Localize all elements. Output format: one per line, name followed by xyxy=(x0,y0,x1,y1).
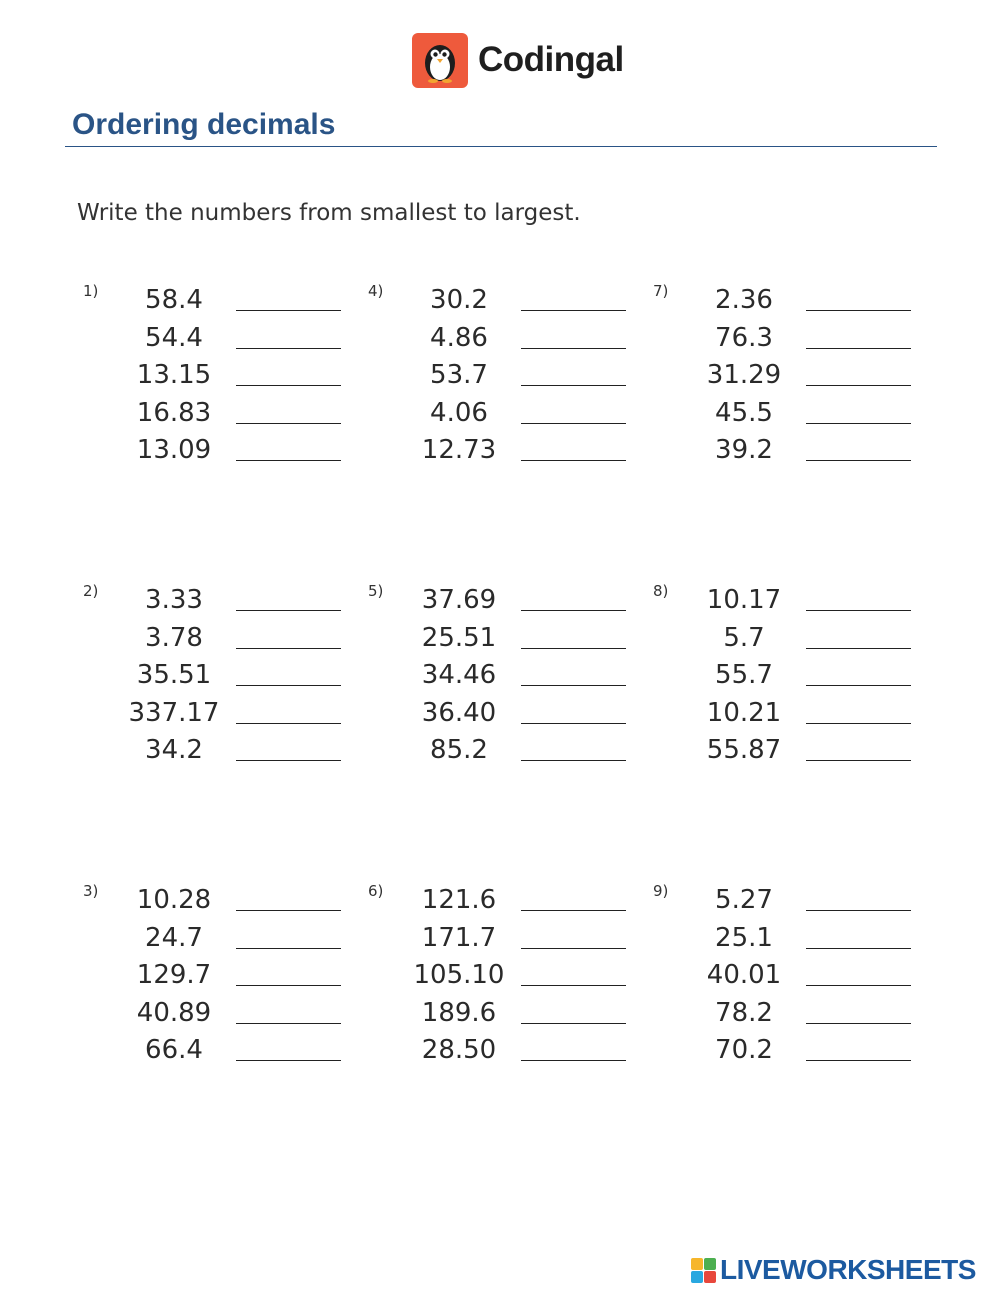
number-row xyxy=(83,281,373,319)
answer-blank[interactable] xyxy=(806,760,911,761)
number-row xyxy=(653,431,943,469)
number-row xyxy=(653,994,943,1032)
answer-blank[interactable] xyxy=(806,460,911,461)
number-row xyxy=(83,1031,373,1069)
decimal-number: 34.46 xyxy=(421,660,497,690)
answer-blank[interactable] xyxy=(521,348,626,349)
instructions: Write the numbers from smallest to largest. xyxy=(77,200,581,226)
liveworksheets-logo xyxy=(691,1255,976,1285)
problem-1 xyxy=(83,281,373,481)
penguin-icon xyxy=(412,33,468,88)
answer-blank[interactable] xyxy=(521,1023,626,1024)
decimal-number: 55.7 xyxy=(715,660,773,690)
number-row xyxy=(653,731,943,769)
number-row xyxy=(368,694,658,732)
decimal-number: 13.09 xyxy=(136,435,212,465)
decimal-number: 76.3 xyxy=(715,322,773,353)
decimal-number: 40.89 xyxy=(136,997,212,1028)
number-row xyxy=(653,881,943,919)
number-row xyxy=(368,994,658,1032)
decimal-number: 85.2 xyxy=(430,735,488,765)
decimal-number: 34.2 xyxy=(145,735,203,765)
number-row xyxy=(83,619,373,657)
number-row xyxy=(368,581,658,619)
decimal-number: 4.06 xyxy=(430,397,488,428)
decimal-number: 129.7 xyxy=(136,960,212,990)
answer-blank[interactable] xyxy=(236,1023,341,1024)
number-row xyxy=(653,694,943,732)
decimal-number: 40.01 xyxy=(706,960,782,990)
decimal-number: 10.21 xyxy=(706,697,782,728)
number-row xyxy=(368,656,658,694)
decimal-number: 13.15 xyxy=(136,360,212,390)
decimal-number: 12.73 xyxy=(421,435,497,465)
answer-blank[interactable] xyxy=(806,423,911,424)
title-divider xyxy=(65,146,937,147)
problem-number: 3) xyxy=(83,882,99,900)
decimal-number: 105.10 xyxy=(413,960,505,990)
problem-4 xyxy=(368,281,658,481)
problem-number: 9) xyxy=(653,882,669,900)
problem-6 xyxy=(368,881,658,1081)
number-row xyxy=(653,956,943,994)
decimal-number: 36.40 xyxy=(421,697,497,728)
decimal-number: 58.4 xyxy=(145,285,203,315)
answer-blank[interactable] xyxy=(236,948,341,949)
decimal-number: 31.29 xyxy=(706,360,782,390)
decimal-number: 28.50 xyxy=(421,1035,497,1065)
problem-8 xyxy=(653,581,943,781)
answer-blank[interactable] xyxy=(806,685,911,686)
number-row xyxy=(653,656,943,694)
answer-blank[interactable] xyxy=(806,1060,911,1061)
decimal-number: 10.17 xyxy=(706,585,782,615)
liveworksheets-text: LIVEWORKSHEETS xyxy=(720,1254,976,1285)
answer-blank[interactable] xyxy=(521,910,626,911)
decimal-number: 5.7 xyxy=(723,622,765,653)
decimal-number: 35.51 xyxy=(136,660,212,690)
decimal-number: 2.36 xyxy=(715,285,773,315)
answer-blank[interactable] xyxy=(521,1060,626,1061)
number-row xyxy=(368,394,658,432)
answer-blank[interactable] xyxy=(806,348,911,349)
number-row xyxy=(368,431,658,469)
number-row xyxy=(83,694,373,732)
number-row xyxy=(83,994,373,1032)
problem-7 xyxy=(653,281,943,481)
decimal-number: 70.2 xyxy=(715,1035,773,1065)
number-row xyxy=(653,919,943,957)
problem-number: 4) xyxy=(368,282,384,300)
number-row xyxy=(368,956,658,994)
decimal-number: 25.1 xyxy=(715,922,773,953)
answer-blank[interactable] xyxy=(521,985,626,986)
problem-3 xyxy=(83,881,373,1081)
decimal-number: 16.83 xyxy=(136,397,212,428)
answer-blank[interactable] xyxy=(236,685,341,686)
number-row xyxy=(83,394,373,432)
answer-blank[interactable] xyxy=(521,385,626,386)
answer-blank[interactable] xyxy=(236,760,341,761)
number-row xyxy=(83,656,373,694)
problem-5 xyxy=(368,581,658,781)
liveworksheets-icon xyxy=(691,1258,716,1283)
decimal-number: 78.2 xyxy=(715,997,773,1028)
answer-blank[interactable] xyxy=(521,760,626,761)
number-row xyxy=(83,881,373,919)
answer-blank[interactable] xyxy=(236,910,341,911)
number-row xyxy=(368,731,658,769)
number-row xyxy=(368,281,658,319)
answer-blank[interactable] xyxy=(806,948,911,949)
answer-blank[interactable] xyxy=(236,610,341,611)
number-row xyxy=(653,319,943,357)
answer-blank[interactable] xyxy=(521,685,626,686)
number-row xyxy=(83,431,373,469)
answer-blank[interactable] xyxy=(236,423,341,424)
number-row xyxy=(653,619,943,657)
answer-blank[interactable] xyxy=(806,1023,911,1024)
page-title: Ordering decimals xyxy=(72,108,336,141)
answer-blank[interactable] xyxy=(521,460,626,461)
answer-blank[interactable] xyxy=(806,910,911,911)
problem-2 xyxy=(83,581,373,781)
number-row xyxy=(653,1031,943,1069)
decimal-number: 4.86 xyxy=(430,322,488,353)
decimal-number: 55.87 xyxy=(706,735,782,765)
decimal-number: 54.4 xyxy=(145,322,203,353)
answer-blank[interactable] xyxy=(521,948,626,949)
answer-blank[interactable] xyxy=(521,648,626,649)
answer-blank[interactable] xyxy=(521,723,626,724)
problem-number: 8) xyxy=(653,582,669,600)
number-row xyxy=(368,919,658,957)
problem-number: 1) xyxy=(83,282,99,300)
decimal-number: 53.7 xyxy=(430,360,488,390)
number-row xyxy=(83,919,373,957)
decimal-number: 337.17 xyxy=(128,697,220,728)
number-row xyxy=(653,281,943,319)
answer-blank[interactable] xyxy=(236,723,341,724)
number-row xyxy=(83,956,373,994)
number-row xyxy=(83,581,373,619)
problem-number: 2) xyxy=(83,582,99,600)
answer-blank[interactable] xyxy=(806,610,911,611)
number-row xyxy=(368,319,658,357)
answer-blank[interactable] xyxy=(236,348,341,349)
answer-blank[interactable] xyxy=(806,985,911,986)
brand-name: Codingal xyxy=(478,40,624,79)
decimal-number: 189.6 xyxy=(421,997,497,1028)
decimal-number: 24.7 xyxy=(145,922,203,953)
number-row xyxy=(368,881,658,919)
decimal-number: 171.7 xyxy=(421,922,497,953)
brand-header xyxy=(412,33,624,87)
decimal-number: 39.2 xyxy=(715,435,773,465)
problem-9 xyxy=(653,881,943,1081)
decimal-number: 30.2 xyxy=(430,285,488,315)
answer-blank[interactable] xyxy=(521,423,626,424)
problem-number: 6) xyxy=(368,882,384,900)
answer-blank[interactable] xyxy=(236,460,341,461)
decimal-number: 25.51 xyxy=(421,622,497,653)
decimal-number: 5.27 xyxy=(715,885,773,915)
answer-blank[interactable] xyxy=(521,610,626,611)
answer-blank[interactable] xyxy=(806,648,911,649)
number-row xyxy=(83,356,373,394)
answer-blank[interactable] xyxy=(236,648,341,649)
problem-number: 7) xyxy=(653,282,669,300)
number-row xyxy=(368,619,658,657)
decimal-number: 121.6 xyxy=(421,885,497,915)
answer-blank[interactable] xyxy=(806,310,911,311)
decimal-number: 66.4 xyxy=(145,1035,203,1065)
decimal-number: 10.28 xyxy=(136,885,212,915)
decimal-number: 45.5 xyxy=(715,397,773,428)
number-row xyxy=(368,356,658,394)
decimal-number: 37.69 xyxy=(421,585,497,615)
answer-blank[interactable] xyxy=(521,310,626,311)
answer-blank[interactable] xyxy=(236,310,341,311)
number-row xyxy=(83,731,373,769)
problem-number: 5) xyxy=(368,582,384,600)
decimal-number: 3.78 xyxy=(145,622,203,653)
answer-blank[interactable] xyxy=(236,1060,341,1061)
number-row xyxy=(653,581,943,619)
number-row xyxy=(368,1031,658,1069)
number-row xyxy=(83,319,373,357)
number-row xyxy=(653,394,943,432)
answer-blank[interactable] xyxy=(236,985,341,986)
answer-blank[interactable] xyxy=(236,385,341,386)
answer-blank[interactable] xyxy=(806,385,911,386)
decimal-number: 3.33 xyxy=(145,585,203,615)
answer-blank[interactable] xyxy=(806,723,911,724)
number-row xyxy=(653,356,943,394)
